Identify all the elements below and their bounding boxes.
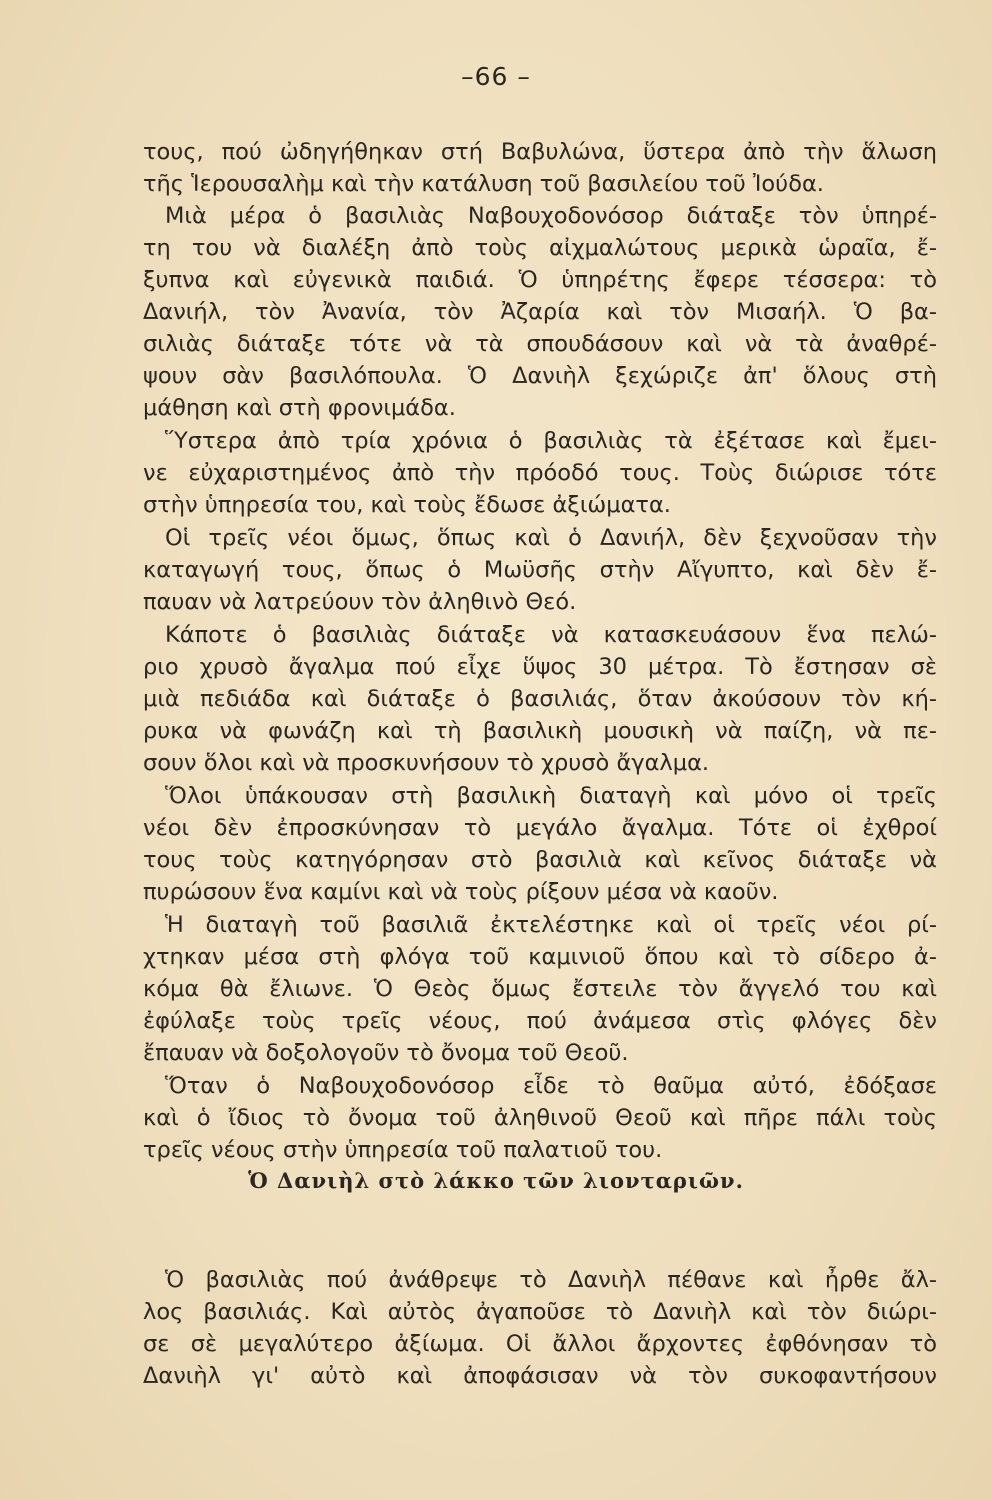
- text-line: Ὁ βασιλιὰς πού ἀνάθρεψε τὸ Δανιὴλ πέθανε καὶ ἦρθε ἄλ-: [165, 1267, 937, 1293]
- text-line: σιλιὰς διάταξε τότε νὰ τὰ σπουδάσουν καὶ νὰ τὰ ἀναθρέ-: [143, 331, 937, 357]
- text-line: κόμα θὰ ἔλιωνε. Ὁ Θεὸς ὅμως ἔστειλε τὸν ἄγγελό του καὶ: [143, 976, 937, 1002]
- text-line: σε σὲ μεγαλύτερο ἀξίωμα. Οἱ ἄλλοι ἄρχοντες ἐφθόνησαν τὸ: [143, 1331, 937, 1357]
- text-line: τῆς Ἱερουσαλὴμ καὶ τὴν κατάλυση τοῦ βασιλείου τοῦ Ἰούδα.: [143, 171, 824, 197]
- text-line: ξυπνα καὶ εὐγενικὰ παιδιά. Ὁ ὑπηρέτης ἔφερε τέσσερα: τὸ: [143, 267, 937, 293]
- text-line: Μιὰ μέρα ὁ βασιλιὰς Ναβουχοδονόσορ διάταξε τὸν ὑπηρέ-: [165, 203, 937, 229]
- text-line: Δανιὴλ γι' αὐτὸ καὶ ἀποφάσισαν νὰ τὸν συκοφαντήσουν: [143, 1363, 937, 1389]
- text-line: πυρώσουν ἕνα καμίνι καὶ νὰ τοὺς ρίξουν μέσα νὰ καοῦν.: [143, 879, 779, 905]
- text-line: νέοι δὲν ἐπροσκύνησαν τὸ μεγάλο ἄγαλμα. Τότε οἱ ἐχθροί: [143, 815, 937, 841]
- text-line: ριο χρυσὸ ἄγαλμα πού εἶχε ὕψος 30 μέτρα. Τὸ ἔστησαν σὲ: [143, 654, 937, 680]
- text-line: τους, πού ὠδηγήθηκαν στή Βαβυλώνα, ὕστερα ἀπὸ τὴν ἅλωση: [143, 139, 937, 165]
- text-line: χτηκαν μέσα στὴ φλόγα τοῦ καμινιοῦ ὅπου καὶ τὸ σίδερο ἀ-: [143, 944, 937, 970]
- text-line: Κάποτε ὁ βασιλιὰς διάταξε νὰ κατασκευάσουν ἕνα πελώ-: [165, 622, 937, 648]
- text-line: ἔπαυαν νὰ δοξολογοῦν τὸ ὄνομα τοῦ Θεοῦ.: [143, 1040, 629, 1066]
- text-line: τρεῖς νέους στὴν ὑπηρεσία τοῦ παλατιοῦ του.: [143, 1137, 663, 1163]
- text-line: Ὅλοι ὑπάκουσαν στὴ βασιλικὴ διαταγὴ καὶ μόνο οἱ τρεῖς: [165, 783, 937, 809]
- text-line: μάθηση καὶ στὴ φρονιμάδα.: [143, 395, 456, 421]
- text-line: ψουν σὰν βασιλόπουλα. Ὁ Δανιὴλ ξεχώριζε ἀπ' ὅλους στὴ: [143, 363, 937, 389]
- section-heading: Ὁ Δανιὴλ στὸ λάκκο τῶν λιονταριῶν.: [248, 1168, 744, 1193]
- text-line: καταγωγή τους, ὅπως ὁ Μωϋσῆς στὴν Αἴγυπτο, καὶ δὲν ἔ-: [143, 557, 937, 583]
- text-line: Ὕστερα ἀπὸ τρία χρόνια ὁ βασιλιὰς τὰ ἐξέτασε καὶ ἔμει-: [165, 428, 937, 454]
- text-line: Ὅταν ὁ Ναβουχοδονόσορ εἶδε τὸ θαῦμα αὐτό, ἐδόξασε: [165, 1073, 937, 1099]
- text-line: τη του νὰ διαλέξη ἀπὸ τοὺς αἰχμαλώτους μερικὰ ὡραῖα, ἔ-: [143, 235, 937, 261]
- text-line: σουν ὅλοι καὶ νὰ προσκυνήσουν τὸ χρυσὸ ἄγαλμα.: [143, 750, 710, 776]
- text-line: ἐφύλαξε τοὺς τρεῖς νέους, πού ἀνάμεσα στὶς φλόγες δὲν: [143, 1008, 937, 1034]
- text-line: καὶ ὁ ἴδιος τὸ ὄνομα τοῦ ἀληθινοῦ Θεοῦ καὶ πῆρε πάλι τοὺς: [143, 1105, 937, 1131]
- text-line: λος βασιλιάς. Καὶ αὐτὸς ἀγαποῦσε τὸ Δανιὴλ καὶ τὸν διώρι-: [143, 1299, 937, 1325]
- text-line: Οἱ τρεῖς νέοι ὅμως, ὅπως καὶ ὁ Δανιήλ, δὲν ξεχνοῦσαν τὴν: [165, 525, 937, 551]
- text-line: ρυκα νὰ φωνάζη καὶ τὴ βασιλικὴ μουσικὴ νὰ παίζη, νὰ πε-: [143, 718, 937, 744]
- text-line: στὴν ὑπηρεσία του, καὶ τοὺς ἔδωσε ἀξιώματα.: [143, 492, 671, 518]
- text-line: παυαν νὰ λατρεύουν τὸν ἀληθινὸ Θεό.: [143, 589, 577, 615]
- text-line: τους τοὺς κατηγόρησαν στὸ βασιλιὰ καὶ κεῖνος διάταξε νὰ: [143, 847, 937, 873]
- text-line: Δανιήλ, τὸν Ἀνανία, τὸν Ἀζαρία καὶ τὸν Μισαήλ. Ὁ βα-: [143, 299, 937, 325]
- text-line: νε εὐχαριστημένος ἀπὸ τὴν πρόοδό τους. Τοὺς διώρισε τότε: [143, 460, 937, 486]
- text-line: Ἡ διαταγὴ τοῦ βασιλιᾶ ἐκτελέστηκε καὶ οἱ τρεῖς νέοι ρί-: [165, 912, 937, 938]
- page-number: –66 –: [461, 62, 531, 91]
- text-line: μιὰ πεδιάδα καὶ διάταξε ὁ βασιλιάς, ὅταν ἀκούσουν τὸν κή-: [143, 686, 937, 712]
